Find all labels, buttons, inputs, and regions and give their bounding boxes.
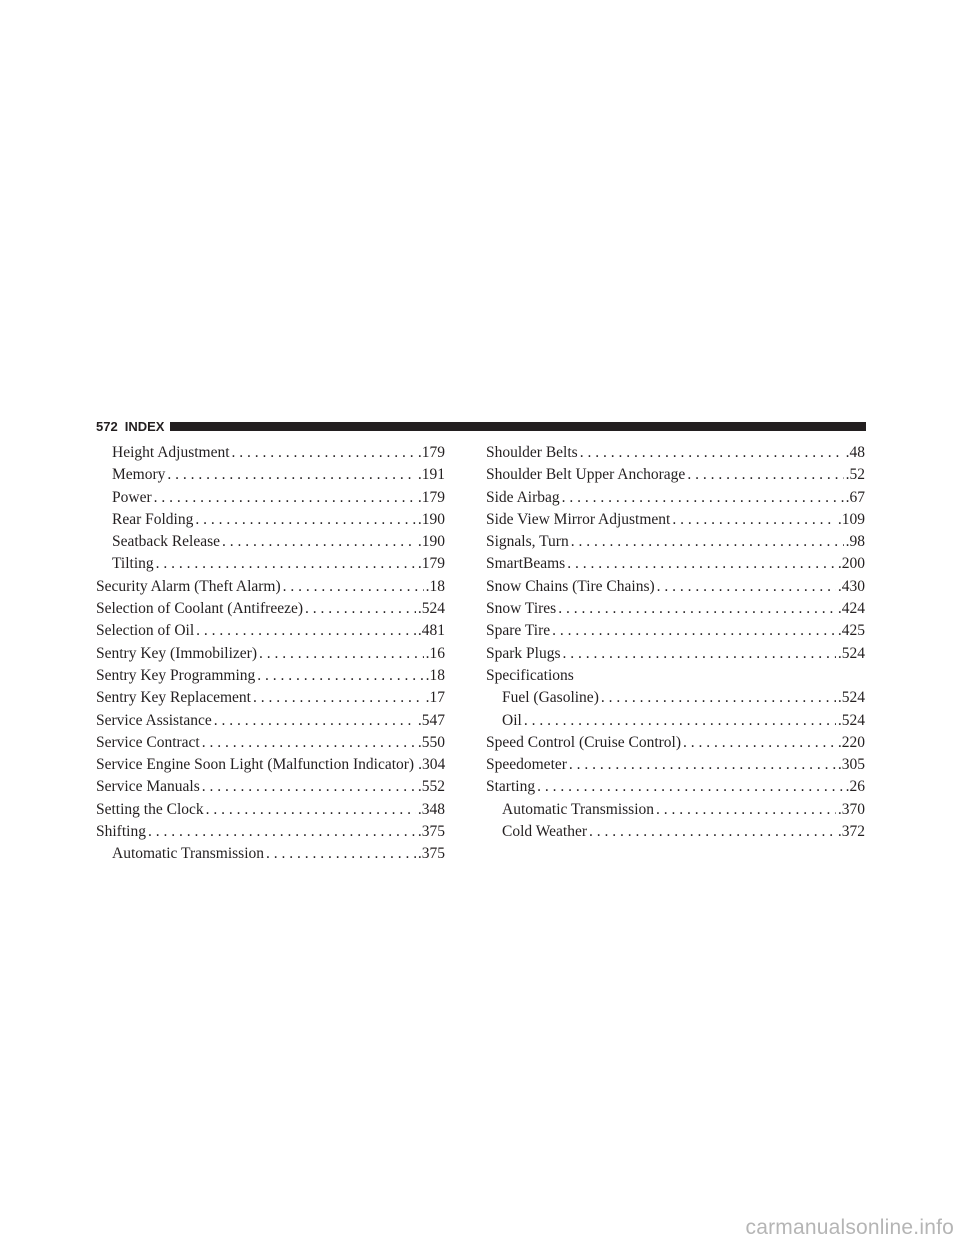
dot-leader bbox=[567, 553, 836, 575]
index-entry bbox=[486, 776, 865, 798]
dot-leader bbox=[202, 776, 416, 798]
index-entry bbox=[96, 732, 445, 754]
watermark-link[interactable]: carmanualsonline.info bbox=[745, 1216, 954, 1239]
entry-term: Speed Control (Cruise Control) bbox=[486, 733, 682, 751]
entry-page: .370 bbox=[837, 800, 865, 818]
dot-leader bbox=[524, 710, 836, 732]
index-entry bbox=[486, 710, 865, 732]
index-entry bbox=[486, 687, 865, 709]
dot-leader bbox=[154, 487, 416, 509]
page-header bbox=[96, 417, 866, 435]
index-entry bbox=[96, 821, 445, 843]
index-entry bbox=[96, 799, 445, 821]
dot-leader bbox=[562, 487, 844, 509]
entry-term: Spark Plugs bbox=[486, 644, 561, 662]
dot-leader bbox=[232, 442, 416, 464]
dot-leader bbox=[552, 620, 836, 642]
dot-leader bbox=[156, 553, 416, 575]
dot-leader bbox=[283, 576, 424, 598]
index-entry bbox=[486, 509, 865, 531]
entry-term: Rear Folding bbox=[112, 510, 194, 528]
dot-leader bbox=[259, 643, 424, 665]
entry-page: .191 bbox=[417, 466, 445, 484]
dot-leader bbox=[657, 576, 836, 598]
dot-leader bbox=[687, 464, 843, 486]
entry-term: Service Engine Soon Light (Malfunction Indicator) bbox=[96, 756, 415, 774]
page-number: 572 bbox=[96, 418, 118, 434]
index-entry bbox=[486, 754, 865, 776]
index-entry bbox=[96, 464, 445, 486]
entry-term: Cold Weather bbox=[502, 823, 587, 841]
index-entry bbox=[486, 799, 865, 821]
entry-page: .348 bbox=[417, 800, 445, 818]
dot-leader bbox=[571, 531, 844, 553]
index-entry bbox=[96, 598, 445, 620]
header-rule bbox=[170, 422, 866, 431]
index-entry bbox=[96, 531, 445, 553]
index-entry bbox=[96, 643, 445, 665]
entry-page: .481 bbox=[417, 622, 445, 640]
dot-leader bbox=[305, 598, 416, 620]
entry-page: .200 bbox=[837, 555, 865, 573]
entry-page: .304 bbox=[418, 756, 446, 774]
index-entry bbox=[486, 821, 865, 843]
dot-leader bbox=[253, 687, 424, 709]
entry-page: .305 bbox=[837, 756, 865, 774]
entry-page: .179 bbox=[417, 444, 445, 461]
dot-leader bbox=[558, 598, 836, 620]
index-entry bbox=[96, 776, 445, 798]
entry-term: Shoulder Belts bbox=[486, 444, 578, 461]
dot-leader bbox=[537, 776, 844, 798]
entry-page: .26 bbox=[845, 778, 865, 796]
index-column-left bbox=[96, 442, 445, 866]
entry-page: .524 bbox=[837, 711, 865, 729]
index-entry bbox=[486, 553, 865, 575]
entry-term: Sentry Key (Immobilizer) bbox=[96, 644, 257, 662]
dot-leader bbox=[569, 754, 836, 776]
entry-term: Service Manuals bbox=[96, 778, 200, 796]
index-entry bbox=[96, 754, 445, 776]
entry-page: .524 bbox=[837, 644, 865, 662]
entry-term: Signals, Turn bbox=[486, 533, 569, 551]
entry-term: Height Adjustment bbox=[112, 444, 230, 461]
entry-term: Fuel (Gasoline) bbox=[502, 689, 599, 707]
index-entry bbox=[486, 576, 865, 598]
dot-leader bbox=[683, 732, 836, 754]
dot-leader bbox=[167, 464, 415, 486]
entry-page: .109 bbox=[837, 510, 865, 528]
dot-leader bbox=[214, 710, 416, 732]
index-entry bbox=[96, 620, 445, 642]
index-entry bbox=[486, 598, 865, 620]
entry-term: Service Contract bbox=[96, 733, 200, 751]
entry-term: Selection of Oil bbox=[96, 622, 195, 640]
index-entry bbox=[486, 487, 865, 509]
entry-term: Selection of Coolant (Antifreeze) bbox=[96, 600, 304, 618]
dot-leader bbox=[656, 799, 836, 821]
dot-leader bbox=[196, 620, 416, 642]
entry-term: Automatic Transmission bbox=[502, 800, 655, 818]
index-entry bbox=[96, 843, 445, 865]
dot-leader bbox=[257, 665, 423, 687]
index-entry bbox=[96, 710, 445, 732]
entry-page: .424 bbox=[837, 600, 865, 618]
dot-leader bbox=[563, 643, 836, 665]
entry-term: Power bbox=[112, 488, 152, 506]
entry-page: .425 bbox=[837, 622, 865, 640]
dot-leader bbox=[672, 509, 836, 531]
index-entry bbox=[96, 665, 445, 687]
index-entry bbox=[96, 487, 445, 509]
dot-leader bbox=[266, 843, 416, 865]
entry-page: .52 bbox=[845, 466, 865, 484]
section-title: INDEX bbox=[124, 418, 165, 434]
dot-leader bbox=[580, 442, 844, 464]
entry-page: .17 bbox=[425, 689, 445, 707]
entry-page: .190 bbox=[417, 533, 445, 551]
index-entry bbox=[486, 665, 865, 687]
dot-leader bbox=[202, 732, 416, 754]
entry-term: Sentry Key Replacement bbox=[96, 689, 251, 707]
entry-page: .67 bbox=[845, 488, 865, 506]
entry-page: .375 bbox=[417, 823, 445, 841]
entry-term: Sentry Key Programming bbox=[96, 666, 256, 684]
entry-term: Automatic Transmission bbox=[112, 845, 265, 863]
index-entry bbox=[486, 643, 865, 665]
index-entry bbox=[96, 509, 445, 531]
entry-term: Memory bbox=[112, 466, 166, 484]
index-entry bbox=[96, 687, 445, 709]
index-entry bbox=[486, 531, 865, 553]
index-entry bbox=[486, 442, 865, 464]
entry-term: SmartBeams bbox=[486, 555, 566, 573]
index-column-right bbox=[486, 442, 865, 843]
entry-page: .220 bbox=[837, 733, 865, 751]
entry-page: .372 bbox=[837, 823, 865, 841]
entry-term: Shifting bbox=[96, 823, 146, 841]
entry-term: Service Assistance bbox=[96, 711, 212, 729]
entry-term: Seatback Release bbox=[112, 533, 221, 551]
entry-term: Side View Mirror Adjustment bbox=[486, 510, 671, 528]
entry-page: .179 bbox=[417, 488, 445, 506]
entry-page: .18 bbox=[425, 666, 445, 684]
entry-page: .552 bbox=[417, 778, 445, 796]
entry-page: .524 bbox=[837, 689, 865, 707]
dot-leader bbox=[148, 821, 416, 843]
entry-term: Specifications bbox=[486, 666, 574, 684]
entry-page: .179 bbox=[417, 555, 445, 573]
entry-term: Tilting bbox=[112, 555, 154, 573]
entry-term: Setting the Clock bbox=[96, 800, 204, 818]
entry-term: Security Alarm (Theft Alarm) bbox=[96, 577, 281, 595]
entry-term: Speedometer bbox=[486, 756, 567, 774]
entry-page: .190 bbox=[417, 510, 445, 528]
entry-term: Side Airbag bbox=[486, 488, 560, 506]
entry-term: Oil bbox=[502, 711, 522, 729]
dot-leader bbox=[601, 687, 836, 709]
entry-page: .550 bbox=[417, 733, 445, 751]
entry-term: Spare Tire bbox=[486, 622, 551, 640]
dot-leader bbox=[589, 821, 836, 843]
index-entry bbox=[96, 576, 445, 598]
entry-term: Snow Tires bbox=[486, 600, 557, 618]
dot-leader bbox=[222, 531, 416, 553]
entry-page: .430 bbox=[837, 577, 865, 595]
index-entry bbox=[486, 620, 865, 642]
entry-page: .98 bbox=[845, 533, 865, 551]
index-entry bbox=[486, 732, 865, 754]
entry-page: .16 bbox=[425, 644, 445, 662]
dot-leader bbox=[195, 509, 416, 531]
index-entry bbox=[96, 553, 445, 575]
index-entry bbox=[486, 464, 865, 486]
entry-term: Shoulder Belt Upper Anchorage bbox=[486, 466, 686, 484]
index-entry bbox=[96, 442, 445, 464]
entry-page: .48 bbox=[845, 444, 865, 461]
entry-page: .547 bbox=[417, 711, 445, 729]
entry-term: Starting bbox=[486, 778, 536, 796]
entry-page: .524 bbox=[417, 600, 445, 618]
entry-term: Snow Chains (Tire Chains) bbox=[486, 577, 655, 595]
entry-page: .375 bbox=[417, 845, 445, 863]
entry-page: .18 bbox=[425, 577, 445, 595]
dot-leader bbox=[206, 799, 416, 821]
